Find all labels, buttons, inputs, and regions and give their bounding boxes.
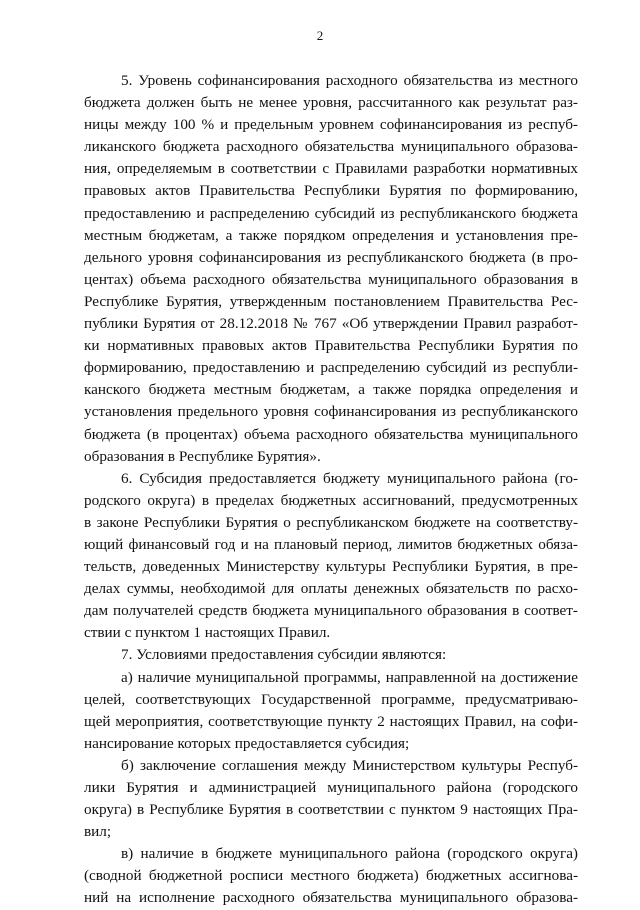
text-line: формированию, предоставлению и распределению субсидий из республи- xyxy=(84,359,578,377)
page-number: 2 xyxy=(316,28,324,43)
text-line: Республике Бурятия, утвержденным постановлением Правительства Рес- xyxy=(84,292,578,310)
text-line: тельств, доведенных Министерству культуры Республики Бурятия, в пре- xyxy=(84,558,578,576)
text-line: вил; xyxy=(84,823,112,841)
text-line: б) заключение соглашения между Министерством культуры Респуб- xyxy=(121,756,578,774)
text-line: (сводной бюджетной росписи местного бюджета) бюджетных ассигнова- xyxy=(84,867,578,885)
text-line: канского бюджета местным бюджетам, а также порядка определения и xyxy=(84,381,578,399)
text-line: округа) в Республике Бурятия в соответствии с пунктом 9 настоящих Пра- xyxy=(84,801,578,819)
text-line: правовых актов Правительства Республики Бурятия по формированию, xyxy=(84,182,578,200)
text-line: лики Бурятия и администрацией муниципального района (городского xyxy=(84,779,578,796)
text-line: нансирование которых предоставляется субсидия; xyxy=(84,734,410,752)
text-line: ствии с пунктом 1 настоящих Правил. xyxy=(84,624,331,642)
text-line: ющий финансовый год и на плановый период, лимитов бюджетных обяза- xyxy=(84,535,578,553)
text-line: в законе Республики Бурятия о республиканском бюджете на соответству- xyxy=(84,513,578,531)
text-line: ликанского бюджета расходного обязательства муниципального образова- xyxy=(84,138,578,156)
text-line: 6. Субсидия предоставляется бюджету муниципального района (го- xyxy=(121,469,578,487)
text-line: в) наличие в бюджете муниципального района (городского округа) xyxy=(121,845,578,863)
text-line: установления предельного уровня софинансирования из республиканского xyxy=(84,403,578,421)
text-line: центах) объема расходного обязательства муниципального образования в xyxy=(84,270,578,288)
text-line: а) наличие муниципальной программы, направленной на достижение xyxy=(121,668,578,686)
text-line: делах суммы, необходимой для оплаты денежных обязательств по расхо- xyxy=(84,580,578,598)
text-line: ницы между 100 % и предельным уровнем софинансирования из респуб- xyxy=(84,116,578,134)
text-line: дельного уровня софинансирования из республиканского бюджета (в про- xyxy=(84,248,578,266)
text-line: предоставлению и распределению субсидий из республиканского бюджета xyxy=(84,204,578,222)
text-line: ния, определяемым в соответствии с Правилами разработки нормативных xyxy=(84,160,578,178)
text-line: образования в Республике Бурятия». xyxy=(84,447,321,465)
text-line: щей мероприятия, соответствующие пункту 2 настоящих Правил, на софи- xyxy=(84,712,578,730)
text-line: местным бюджетам, а также порядком определения и установления пре- xyxy=(84,226,578,244)
text-line: публики Бурятия от 28.12.2018 № 767 «Об утверждении Правил разработ- xyxy=(84,315,578,333)
text-line: дам получателей средств бюджета муниципального образования в соответ- xyxy=(84,602,578,620)
text-line: 7. Условиями предоставления субсидии являются: xyxy=(121,646,447,664)
document-body xyxy=(84,70,578,910)
text-line: родского округа) в пределах бюджетных ассигнований, предусмотренных xyxy=(84,491,578,509)
text-line: ки нормативных правовых актов Правительства Республики Бурятия по xyxy=(84,337,578,355)
text-line: бюджета (в процентах) объема расходного обязательства муниципального xyxy=(84,425,578,443)
text-line: целей, соответствующих Государственной программе, предусматриваю- xyxy=(84,690,578,708)
text-line: бюджета должен быть не менее уровня, рассчитанного как результат раз- xyxy=(84,94,578,112)
text-line: 5. Уровень софинансирования расходного обязательства из местного xyxy=(121,72,578,89)
text-line: ний на исполнение расходного обязательства муниципального образова- xyxy=(84,889,578,907)
